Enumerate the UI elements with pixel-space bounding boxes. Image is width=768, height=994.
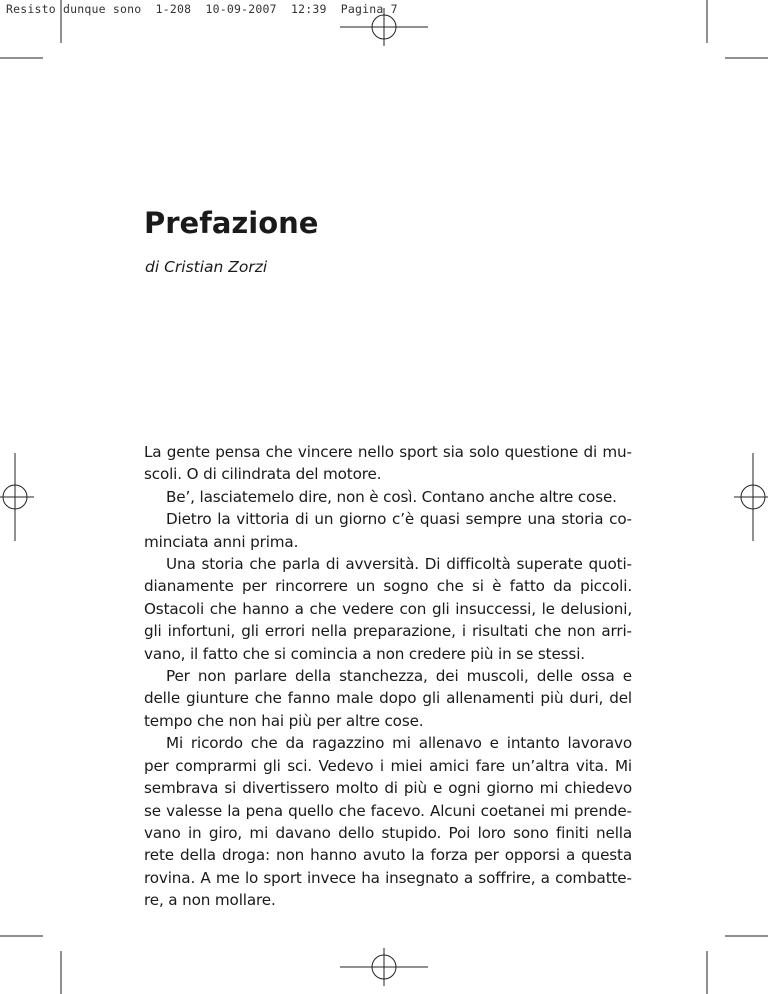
author-byline: di Cristian Zorzi [145, 258, 268, 276]
body-text [144, 441, 632, 912]
chapter-title: Prefazione [144, 206, 319, 240]
printer-slug-line: Resisto dunque sono 1-208 10-09-2007 12:39 Pagina 7 [6, 2, 398, 16]
paragraph-4: Una storia che parla di avversità. Di difficoltà superate quotidianamente per rincorrere un sogno che si è fatto da piccoli. Ostacoli che hanno a che vedere con gli insuccessi, le delusioni, gli infortuni, gli errori nella preparazione, i risultati che non arrivano, il fatto che si comincia a non credere più in se stessi. [144, 555, 632, 663]
paragraph-2: Be’, lasciatemelo dire, non è così. Contano anche altre cose. [166, 487, 617, 506]
paragraph-6: Mi ricordo che da ragazzino mi allenavo e intanto lavoravo per comprarmi gli sci. Vedevo i miei amici fare un’altra vita. Mi sembrava si divertissero molto di più e ogni giorno mi chiedevo se valesse la pena quello che facevo. Alcuni coetanei mi prendevano in giro, mi davano dello stupido. Poi loro sono finiti nella rete della droga: non hanno avuto la forza per opporsi a questa rovina. A me lo sport invece ha insegnato a soffrire, a combattere, a non mollare. [144, 734, 632, 910]
paragraph-5: Per non parlare della stanchezza, dei muscoli, delle ossa e delle giunture che fanno male dopo gli allenamenti più duri, del tempo che non hai più per altre cose. [144, 667, 632, 730]
paragraph-3: Dietro la vittoria di un giorno c’è quasi sempre una storia cominciata anni prima. [144, 510, 632, 551]
paragraph-1: La gente pensa che vincere nello sport sia solo questione di muscoli. O di cilindrata del motore. [144, 443, 632, 484]
